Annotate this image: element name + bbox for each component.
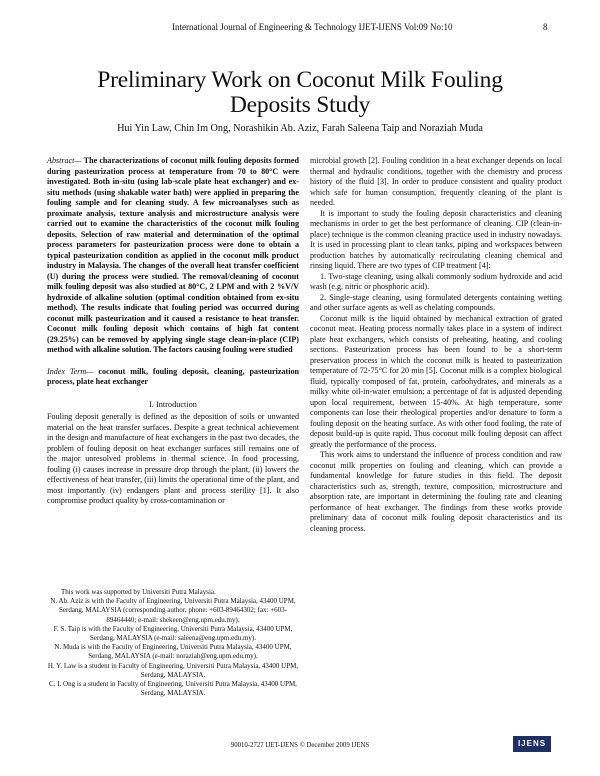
- footnote: H. Y. Law is a student in Faculty of Engineering, Universiti Putra Malaysia, 43400 UPM, Serdang, MALAYSIA.: [47, 661, 299, 679]
- abstract-lead: Abstract—: [47, 156, 82, 165]
- author-list: Hui Yin Law, Chin Im Ong, Norashikin Ab. Aziz, Farah Saleena Taip and Noraziah Muda: [117, 123, 483, 134]
- list-item: 2. Single-stage cleaning, using formulated detergents containing wetting and other surface agents as well as chelating compounds.: [310, 292, 562, 312]
- index-terms-text: coconut milk, fouling deposit, cleaning, pasteurization process, plate heat exchanger: [47, 366, 299, 386]
- index-terms: [47, 367, 299, 388]
- footnote: N. Ab. Aziz is with the Faculty of Engineering, Universiti Putra Malaysia, 43400 UPM, Serdang, MALAYSIA (corresponding author, phone: +603-89464302; fax: +603-89464440; e-mail: shekeen@eng.upm.edu.my).: [50, 597, 296, 624]
- body-paragraph: It is important to study the fouling deposit characteristics and cleaning mechanisms in order to get the best performance of cleaning. CIP (clean-in-place) technique is the common cleaning practice used in industry nowadays. It is used in processing plant to clean tanks, piping and workspaces between production batches by automatically recirculating cleaning chemical and rinsing liquid. There are two types of CIP treatment [4]:: [310, 208, 562, 270]
- right-column: [310, 156, 562, 534]
- left-column: [47, 156, 299, 507]
- footnote: F. S. Taip is with the Faculty of Engineering, Universiti Putra Malaysia, 43400 UPM, Serdang, MALAYSIA (e-mail: saleena@eng.upm.edu.my).: [53, 624, 293, 643]
- footnote: This work was supported by Universiti Putra Malaysia.: [61, 588, 216, 596]
- footnotes: [47, 588, 299, 698]
- page-number: 8: [543, 22, 548, 32]
- abstract: [47, 156, 299, 356]
- section-heading: I. Introduction: [149, 399, 197, 409]
- paper-title: Preliminary Work on Coconut Milk Fouling Deposits Study: [97, 67, 503, 118]
- index-terms-lead: Index Term—: [47, 366, 94, 376]
- page-footer: 90010-2727 IJET-IJENS © December 2009 IJENS: [230, 742, 370, 749]
- footnote: N. Muda is with the Faculty of Engineering, Universiti Putra Malaysia, 43400 UPM, Serdang, MALAYSIA (e-mail: noraziah@eng.upm.edu.my).: [54, 643, 292, 661]
- intro-paragraph: Fouling deposit generally is defined as the deposition of soils or unwanted material on the heat transfer surfaces. Despite a great technical achievement in the design and manufacture of heat exchangers in the past two decades, the problem of fouling deposit on heat exchanger surfaces still remains one of the major unresolved problems in thermal science. In food processing, fouling (i) causes increase in pressure drop through the plant, (ii) lowers the effectiveness of heat transfer, (iii) limits the operational time of the plant, and most importantly (iv) endangers plant and process sterility [1]. It also compromise product quality by cross-contamination or: [47, 412, 299, 505]
- body-paragraph: Coconut milk is the liquid obtained by mechanical extraction of grated coconut meat. Heating process normally takes place in a system of indirect plate heat exchangers, which consists of preheating, heating, and cooling sections. Pasteurization process has been found to be a short-term preservation process in which the coconut milk is heated to pasteurization temperature of 72-75°C for 20 min [5]. Coconut milk is a complex biological fluid, typically composed of fat, protein, carbohydrates, and minerals as a milky white oil-in-water emulsion; a percentage of fat is adjusted depending upon local requirement, between 15-40%. At high temperature, some components can lose their rheological properties and/or denature to form a fouling deposit on the heating surface. As with other food fouling, the rate of deposit build-up is quite rapid. Thus coconut milk fouling deposit can affect greatly the performance of the process.: [310, 313, 562, 449]
- list-item: 1. Two-stage cleaning, using alkali commonly sodium hydroxide and acid wash (e.g. nitric or phosphoric acid).: [310, 271, 562, 291]
- ijens-logo: IJENS: [513, 736, 551, 752]
- journal-name: International Journal of Engineering & Technology IJET-IJENS Vol:09 No:10: [172, 22, 453, 32]
- footnote: C. I. Ong is a student in Faculty of Engineering, Universiti Putra Malaysia, 43400 UPM, Serdang, MALAYSIA.: [49, 680, 297, 698]
- body-paragraph: microbial growth [2]. Fouling condition in a heat exchanger depends on local thermal and hydraulic conditions, together with the chemistry and process history of the fluid [3]. In order to produce consistent and quality product which safe for human consumption, frequently cleaning of the plant is needed.: [310, 156, 562, 207]
- abstract-text: The characterizations of coconut milk fouling deposits formed during pasteurization process at temperature from 70 to 80°C were investigated. Both in-situ (using lab-scale plate heat exchanger) and ex-situ methods (using shakable water bath) were applied in preparing the fouling sample and for cleaning study. A few microanalyses such as proximate analysis, texture analysis and microstructure analysis were carried out to examine the characteristics of the coconut milk fouling deposits. Selection of raw material and determination of the optimal process parameters for pasteurization process were done to obtain a typical pasteurization condition as applied in the coconut milk product industry in Malaysia. The changes of the overall heat transfer coefficient (U) during the process were studied. The removal/cleaning of coconut milk fouling deposit was also studied at 80°C, 2 LPM and with 2 %V/V hydroxide of alkaline solution (optimal condition obtained from ex-situ method). The results indicate that fouling period was occurred during coconut milk pasteurization and it caused a resistance to heat transfer. Coconut milk fouling deposit which contains of high fat content (29.25%) can be removed by applying single stage clean-in-place (CIP) method with alkaline solution. The factors causing fouling were studied: [47, 156, 299, 354]
- body-paragraph: This work aims to understand the influence of process condition and raw coconut milk properties on fouling and cleaning, which can provide a fundamental knowledge for future studies in this field. The deposit characteristics such as, strength, texture, composition, microstructure and absorption rate, are important in determining the fouling rate and cleaning performance of heat exchanger. The findings from these works provide preliminary data of coconut milk fouling deposit characteristics and its cleaning process.: [310, 450, 562, 533]
